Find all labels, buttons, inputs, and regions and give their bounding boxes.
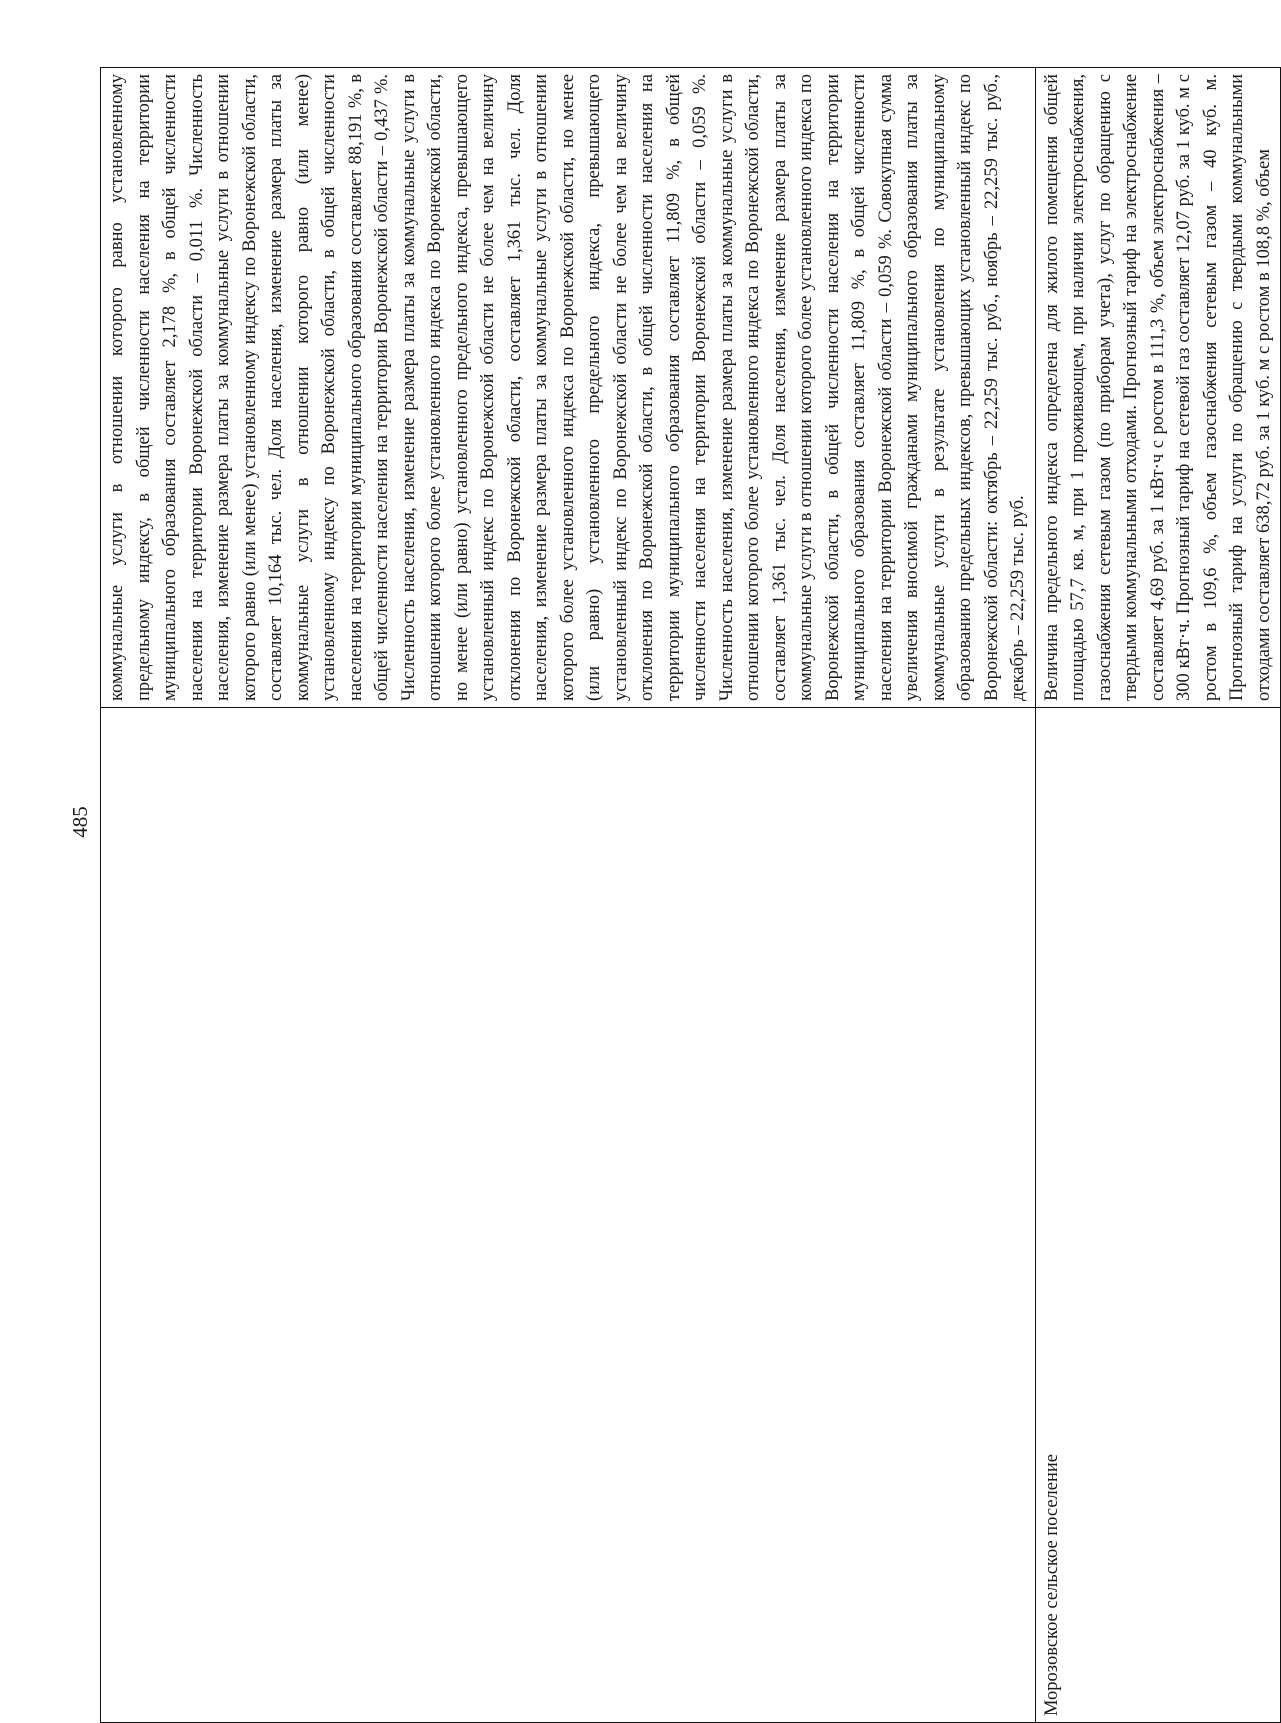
row-text-cell: коммунальные услуги в отношении которого равно установленному предельному индексу, в общей численности населения на территории муниципального образования составляет 2,178 %, в общей численности населения на территории Воронежской области – 0,011 %. Численность населения, изменение размера платы за коммунальные услуги в отношении которого равно (или менее) установленному индексу по Воронежской области, составляет 10,164 тыс. чел. Доля населения, изменение размера платы за коммунальные услуги в отношении которого равно (или менее) установленному индексу по Воронежской области, в общей численности населения на территории муниципального образования составляет 88,191 %, в общей численности населения на территории Воронежской области – 0,437 %. Численность населения, изменение размера платы за коммунальные услуги в отношении которого более установленного индекса по Воронежской области, но менее (или равно) установленного предельного индекса, превышающего установленный индекс по Воронежской области не более чем на величину отклонения по Воронежской области, составляет 1,361 тыс. чел. Доля населения, изменение размера платы за коммунальные услуги в отношении которого более установленного индекса по Воронежской области, но менее (или равно) установленного предельного индекса, превышающего установленный индекс по Воронежской области не более чем на величину отклонения по Воронежской области, в общей численности населения на территории муниципального образования составляет 11,809 %, в общей численности населения на территории Воронежской области – 0,059 %. Численность населения, изменение размера платы за коммунальные услуги в отношении которого более установленного индекса по Воронежской области, составляет 1,361 тыс. чел. Доля населения, изменение размера платы за коммунальные услуги в отношении которого более установленного индекса по Воронежской области, в общей численности населения на территории муниципального образования составляет 11,809 %, в общей численности населения на территории Воронежской области – 0,059 %. Совокупная сумма увеличения вносимой гражданами муниципального образования платы за коммунальные услуги в результате установления по муниципальному образованию предельных индексов, превышающих установленный индекс по Воронежской области: октябрь – 22,259 тыс. руб., ноябрь – 22,259 тыс. руб., декабрь – 22,259 тыс. руб. [101, 68, 1036, 708]
document-table [100, 67, 1281, 1723]
row-text-cell: Величина предельного индекса определена для жилого помещения общей площадью 57,7 кв. м, при 1 проживающем, при наличии электроснабжения, газоснабжения сетевым газом (по приборам учета), услуг по обращению с твердыми коммунальными отходами. Прогнозный тариф на электроснабжение составляет 4,69 руб. за 1 кВт·ч с ростом в 111,3 %, объем электроснабжения – 300 кВт·ч. Прогнозный тариф на сетевой газ составляет 12,07 руб. за 1 куб. м с ростом в 109,6 %, объем газоснабжения сетевым газом – 40 куб. м. Прогнозный тариф на услуги по обращению с твердыми коммунальными отходами составляет 638,72 руб. за 1 куб. м с ростом в 108,8 %, объем [1035, 68, 1281, 708]
row-name-cell [101, 708, 1036, 1723]
table-row [1035, 68, 1281, 1723]
document-table-rotated [100, 68, 1274, 1723]
row-name-cell: Морозовское сельское поселение [1035, 708, 1281, 1723]
table-row [101, 68, 1036, 1723]
page-number: 485 [68, 806, 92, 838]
